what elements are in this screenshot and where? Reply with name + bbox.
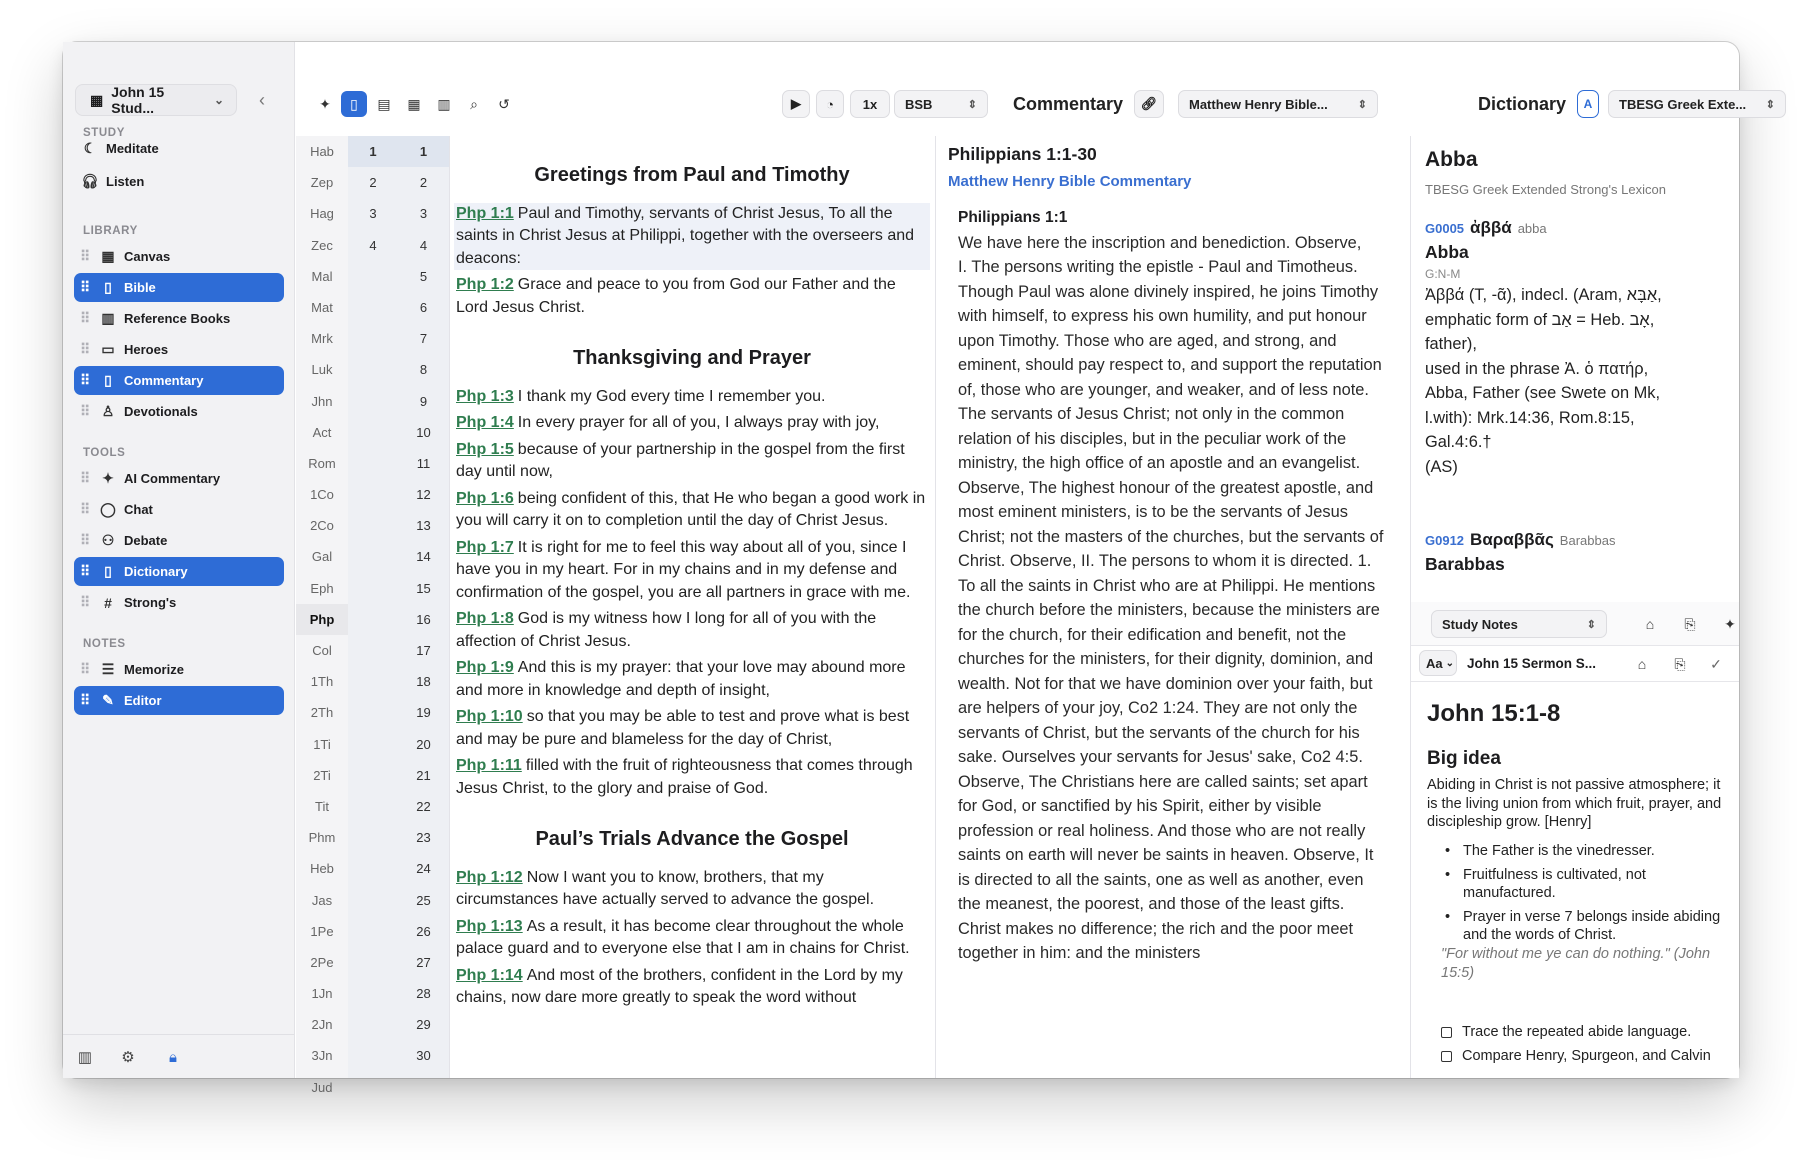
book-item[interactable]: Jhn bbox=[311, 393, 333, 409]
verse-number-item[interactable]: 15 bbox=[416, 580, 431, 596]
play-button[interactable] bbox=[782, 90, 810, 118]
verse-ref[interactable]: Php 1:2 bbox=[456, 276, 514, 293]
task-label: Compare Henry, Spurgeon, and Calvin bbox=[1462, 1048, 1711, 1064]
verse-number-item[interactable]: 30 bbox=[416, 1048, 431, 1064]
updown-chevron-icon: ⇕ bbox=[967, 98, 977, 111]
greek-word: ἀββά bbox=[1470, 218, 1512, 237]
drag-handle-icon[interactable]: ⠿ bbox=[80, 470, 89, 486]
book-icon: ▯ bbox=[104, 279, 112, 295]
section-notes: NOTES bbox=[83, 638, 126, 650]
section-heading: Paul’s Trials Advance the Gospel bbox=[535, 828, 849, 850]
book-item[interactable]: Hag bbox=[310, 206, 334, 222]
timer-button[interactable] bbox=[816, 90, 844, 118]
book-item[interactable]: Eph bbox=[310, 580, 334, 596]
verse-text: In every prayer for all of you, I always pray with joy, bbox=[517, 414, 880, 431]
verse-text: And this is my prayer: that your love may abound more and more in knowledge and depth of insight, bbox=[456, 659, 906, 699]
sidebar-item-heroes[interactable]: ⠿ ▭ Heroes bbox=[80, 341, 169, 357]
bible-text bbox=[450, 164, 934, 1010]
drag-handle-icon[interactable]: ⠿ bbox=[80, 563, 89, 579]
verse-ref[interactable]: Php 1:14 bbox=[456, 966, 523, 984]
section-study: STUDY bbox=[83, 127, 125, 139]
document-toolbar bbox=[1411, 646, 1739, 682]
drag-handle-icon[interactable]: ⠿ bbox=[80, 310, 89, 326]
note-task[interactable] bbox=[1441, 1048, 1711, 1064]
verse-number-item[interactable]: 12 bbox=[416, 487, 431, 503]
book-item[interactable]: 2Jn bbox=[311, 1017, 333, 1033]
verse[interactable] bbox=[454, 867, 930, 912]
verse-ref[interactable]: Php 1:11 bbox=[456, 757, 522, 774]
updown-chevron-icon: ⇕ bbox=[1357, 98, 1367, 111]
definition-line: Abba, Father (see Swete on Mk, bbox=[1425, 384, 1661, 402]
drag-handle-icon[interactable]: ⠿ bbox=[80, 403, 89, 419]
verse-ref[interactable]: Php 1:13 bbox=[456, 917, 523, 935]
dictionary-source-select[interactable] bbox=[1608, 90, 1786, 118]
verse-text: God is my witness how I long for all of you with the affection of Christ Jesus. bbox=[456, 610, 877, 650]
drag-handle-icon[interactable]: ⠿ bbox=[80, 692, 89, 708]
verse-ref[interactable]: Php 1:3 bbox=[456, 387, 514, 405]
verse-ref[interactable]: Php 1:12 bbox=[456, 868, 523, 886]
book-item[interactable]: 1Th bbox=[310, 674, 334, 690]
verse-number-item[interactable]: 7 bbox=[419, 331, 428, 347]
note-bullet[interactable]: • The Father is the vinedresser. bbox=[1445, 842, 1732, 861]
definition-line: Ἀββά (T, -ᾶ), indecl. (Aram, אַבָּא, bbox=[1425, 286, 1662, 304]
note-bullet[interactable]: • Fruitfulness is cultivated, not manufactured. bbox=[1445, 866, 1732, 903]
app-window bbox=[63, 42, 1775, 1095]
columns-icon[interactable]: ▥ bbox=[437, 95, 451, 112]
updown-chevron-icon: ⇕ bbox=[1765, 98, 1775, 111]
chapter-item[interactable]: 4 bbox=[369, 237, 377, 253]
project-name: John 15 Stud... bbox=[111, 84, 165, 116]
id-card-icon: ▭ bbox=[101, 341, 115, 357]
gear-icon[interactable]: ⚙ bbox=[121, 1049, 135, 1066]
notes-panel-select[interactable] bbox=[1431, 610, 1607, 638]
verse-text: As a result, it has become clear throughout the whole palace guard and to everyone else that I am in chains for Christ. bbox=[456, 917, 910, 957]
translation-select[interactable] bbox=[894, 90, 988, 118]
people-icon: ⚇ bbox=[101, 532, 115, 548]
commentary-title: Commentary bbox=[1013, 94, 1124, 114]
checkmark-icon[interactable]: ✓ bbox=[1710, 655, 1722, 672]
dictionary-entry bbox=[1425, 218, 1730, 479]
verse-number-item[interactable]: 20 bbox=[416, 736, 431, 752]
note-quote[interactable]: "For without me ye can do nothing." (John 15:5) bbox=[1441, 946, 1711, 981]
verse-number-item[interactable]: 8 bbox=[419, 362, 428, 378]
section-heading: Thanksgiving and Prayer bbox=[573, 347, 811, 369]
verse[interactable] bbox=[454, 439, 930, 484]
verse-text: Grace and peace to you from God our Father and the Lord Jesus Christ. bbox=[456, 276, 896, 316]
sparkle-icon[interactable]: ✦ bbox=[1724, 615, 1736, 632]
dictionary-title: Dictionary bbox=[1478, 94, 1567, 114]
section-library: LIBRARY bbox=[83, 225, 138, 237]
verse[interactable] bbox=[454, 488, 930, 533]
definition-line: l.with): Mrk.14:36, Rom.8:15, bbox=[1425, 408, 1635, 427]
verse-number-item[interactable]: 22 bbox=[416, 798, 431, 814]
titlebar bbox=[63, 42, 1739, 76]
timer-icon: ◔ bbox=[826, 96, 834, 112]
strongs-code[interactable]: G0912 bbox=[1425, 533, 1465, 548]
verse[interactable] bbox=[454, 537, 930, 605]
verse[interactable] bbox=[454, 706, 930, 751]
verse-ref[interactable]: Php 1:10 bbox=[456, 708, 523, 725]
verse-number-item[interactable]: 25 bbox=[416, 892, 431, 908]
book-item[interactable]: 1Pe bbox=[310, 923, 334, 939]
link-icon: 🔗︎ bbox=[1140, 96, 1158, 111]
dictionary-language-badge[interactable]: A bbox=[1577, 90, 1599, 118]
transliteration: abba bbox=[1517, 221, 1547, 236]
font-button[interactable] bbox=[1419, 650, 1457, 676]
commentary-source-select[interactable] bbox=[1178, 90, 1378, 118]
note-paragraph[interactable]: Abiding in Christ is not passive atmosphere; it is the living union from which fruit, prayer, and discipleship grow. [Henry] bbox=[1427, 777, 1722, 830]
verse-number-item[interactable]: 28 bbox=[416, 986, 431, 1002]
checkbox[interactable] bbox=[1441, 1051, 1452, 1062]
book-icon: ▯ bbox=[104, 372, 112, 388]
drag-handle-icon[interactable]: ⠿ bbox=[80, 594, 89, 610]
lock-icon[interactable]: 🔒︎ bbox=[169, 1048, 177, 1066]
history-icon[interactable]: ↺ bbox=[498, 95, 510, 112]
columns-icon[interactable]: ▥ bbox=[77, 1049, 93, 1066]
hash-icon: # bbox=[104, 594, 112, 611]
grid-icon[interactable]: ▦ bbox=[407, 95, 421, 112]
book-icon: ▯ bbox=[104, 563, 112, 579]
verse-ref[interactable]: Php 1:1 bbox=[456, 204, 514, 222]
calendar-icon[interactable]: ▤ bbox=[377, 95, 391, 112]
verse-number-item[interactable]: 2 bbox=[419, 175, 428, 191]
chapter-list bbox=[348, 136, 398, 1078]
drag-handle-icon[interactable]: ⠿ bbox=[80, 341, 89, 357]
note-task[interactable] bbox=[1441, 1024, 1691, 1040]
verse-number-item[interactable]: 24 bbox=[416, 861, 431, 877]
verse-number-item[interactable]: 16 bbox=[416, 611, 431, 627]
chapter-item[interactable]: 2 bbox=[369, 175, 377, 191]
transliteration: Barabbas bbox=[1559, 533, 1616, 548]
sidebar-item-ai-commentary[interactable]: ⠿ ✦ AI Commentary bbox=[80, 470, 221, 486]
verse-number-item[interactable]: 1 bbox=[398, 136, 449, 167]
drag-handle-icon[interactable]: ⠿ bbox=[80, 661, 89, 677]
verse-text: filled with the fruit of righteousness that comes through Jesus Christ, to the glory and praise of God. bbox=[456, 757, 913, 797]
entry-headword: Abba bbox=[1425, 242, 1469, 262]
collapse-sidebar-icon[interactable]: ‹ bbox=[259, 90, 265, 110]
sidebar-item-bible[interactable]: ⠿ ▯ Bible bbox=[74, 273, 284, 302]
drag-handle-icon[interactable]: ⠿ bbox=[80, 532, 89, 548]
book-item[interactable]: Zep bbox=[310, 175, 334, 191]
inbox-icon[interactable]: ⌂ bbox=[1645, 616, 1655, 632]
books-icon: ▥ bbox=[101, 310, 115, 326]
chat-icon: ◯ bbox=[100, 501, 116, 517]
verse-number-item[interactable]: 26 bbox=[416, 923, 431, 939]
sparkle-icon[interactable]: ✦ bbox=[319, 95, 331, 112]
translation-value: BSB bbox=[905, 96, 933, 112]
note-title[interactable]: John 15:1-8 bbox=[1427, 700, 1561, 727]
sidebar bbox=[63, 42, 295, 1078]
entry-grammar: G:N-M bbox=[1425, 267, 1461, 281]
drag-handle-icon[interactable]: ⠿ bbox=[80, 372, 89, 388]
entry-definition bbox=[1425, 283, 1730, 479]
dictionary-entry bbox=[1425, 530, 1730, 575]
verse-text: And most of the brothers, confident in the Lord by my chains, now dare more greatly to speak the word without bbox=[456, 966, 903, 1006]
verse-number-item[interactable]: 17 bbox=[416, 643, 431, 658]
sidebar-item-devotionals[interactable]: ⠿ ♙ Devotionals bbox=[80, 403, 198, 419]
chevron-down-icon: ⌄ bbox=[1445, 657, 1455, 669]
verse-number-item[interactable]: 9 bbox=[419, 393, 428, 409]
commentary-pane bbox=[935, 136, 1410, 1078]
drag-handle-icon[interactable]: ⠿ bbox=[80, 248, 89, 264]
note-bullet[interactable]: • Prayer in verse 7 belongs inside abiding and the words of Christ. bbox=[1445, 908, 1732, 945]
book-list bbox=[296, 136, 348, 1095]
grid-icon: ▦ bbox=[90, 91, 104, 108]
verse[interactable] bbox=[454, 412, 930, 435]
sidebar-item-editor[interactable]: ⠿ ✎ Editor bbox=[74, 686, 284, 715]
definition-line: emphatic form of אַב = Heb. אָב, bbox=[1425, 310, 1655, 329]
verse-ref[interactable]: Php 1:5 bbox=[456, 440, 514, 458]
verse-number-item[interactable]: 21 bbox=[416, 767, 431, 783]
link-button[interactable] bbox=[1134, 90, 1164, 118]
sidebar-item-canvas[interactable]: ⠿ ▦ Canvas bbox=[80, 248, 171, 264]
definition-line: (AS) bbox=[1425, 457, 1458, 476]
definition-line: used in the phrase Ἀ. ὁ πατήρ, bbox=[1425, 359, 1649, 378]
book-item[interactable]: 2Co bbox=[310, 518, 334, 534]
book-item[interactable]: Jud bbox=[311, 1079, 333, 1095]
greek-word: Βαραββᾶς bbox=[1470, 530, 1554, 549]
dictionary-pane bbox=[1410, 136, 1739, 602]
verse[interactable] bbox=[454, 608, 930, 653]
verse-text: I thank my God every time I remember you. bbox=[517, 387, 826, 405]
verse[interactable] bbox=[454, 657, 930, 702]
toolbar bbox=[296, 76, 1775, 136]
book-item[interactable]: Zec bbox=[311, 237, 333, 253]
verse-ref[interactable]: Php 1:9 bbox=[456, 659, 514, 676]
notes-panel-value: Study Notes bbox=[1442, 616, 1518, 632]
sidebar-item-meditate[interactable]: ☾ Meditate bbox=[74, 134, 284, 163]
notes-pane bbox=[1410, 602, 1739, 1078]
chapter-item[interactable]: 3 bbox=[369, 206, 377, 222]
sidebar-footer bbox=[63, 1034, 294, 1078]
verse-number-item[interactable]: 27 bbox=[416, 954, 431, 970]
commentary-text: We have here the inscription and benediction. Observe, I. The persons writing the epistle - Paul and Timotheus. Though Paul was alone divinely inspired, he joins Timothy with himself, to express his own humility, and put honour upon Timothy. Those who are aged, and strong, and eminent, should pay respect to, and support the reputation of, those who are younger, and weaker, and of less note. The servants of Jesus Christ; not only in the common relation of his disciples, but in the peculiar work of the ministry, the high office of an apostle and an evangelist. Observe, The highest honour of the greatest apostle, and most eminent ministers, is to be the servants of Jesus Christ; not the masters of the churches, but the servants of Christ. Observe, II. The persons to whom it is directed. 1. To all the saints in Christ who are at Philippi. He mentions the church before the ministers, because the ministers are for the church, for their edification and benefit, not the churches for the ministers, for their dignity, dominion, and wealth. Not for that we have dominion over your faith, but are helpers of your joy, Co2 1:24. They are not only the servants of Christ, but the servants of the church for his sake. Ourselves your servants for Jesus' sake, Co2 4:5. Observe, The Christians here are called saints; set apart for God, or sanctified by his Spirit, either by visible profession or real holiness. And those who are not really saints on earth will never be saints in heaven. Observe, It is directed to all the saints, one as well as another, even the meanest, the poorest, and those of the least gifts. Christ makes no difference; the rich and the poor meet together in him: and the ministers bbox=[958, 233, 1384, 962]
book-item[interactable]: 2Th bbox=[310, 705, 334, 721]
sidebar-item-chat[interactable]: ⠿ ◯ Chat bbox=[80, 501, 153, 517]
verse-number-item[interactable]: 11 bbox=[416, 455, 431, 471]
verse-number-item[interactable]: 23 bbox=[416, 830, 431, 846]
book-item[interactable]: Rom bbox=[308, 455, 336, 471]
verse-ref[interactable]: Php 1:7 bbox=[456, 538, 514, 556]
search-icon[interactable]: ⌕ bbox=[470, 95, 478, 112]
verse-text: because of your partnership in the gospel from the first day until now, bbox=[456, 440, 905, 480]
section-heading: Greetings from Paul and Timothy bbox=[534, 164, 850, 186]
book-item[interactable]: Gal bbox=[311, 549, 333, 565]
verse[interactable] bbox=[454, 916, 930, 961]
reader-view-icon[interactable]: ▯ bbox=[341, 91, 367, 117]
project-selector[interactable] bbox=[75, 84, 237, 116]
strongs-code[interactable]: G0005 bbox=[1425, 221, 1465, 236]
verse-ref[interactable]: Php 1:8 bbox=[456, 610, 514, 627]
moon-icon: ☾ bbox=[83, 140, 97, 156]
sidebar-item-listen[interactable]: 🎧︎ Listen bbox=[81, 173, 145, 189]
grid-icon: ▦ bbox=[101, 248, 115, 264]
verse-text: It is right for me to feel this way about all of you, since I have you in my heart. For in my chains and in my defense and confirmation of the gospel, you are all partners in grace with me. bbox=[456, 538, 911, 601]
verse-number-item[interactable]: 4 bbox=[419, 237, 428, 253]
chevron-down-icon: ⌄ bbox=[213, 93, 224, 107]
verse-text: Now I want you to know, brothers, that my circumstances have actually served to advance the gospel. bbox=[456, 868, 875, 908]
commentary-verse-heading: Philippians 1:1 bbox=[958, 209, 1068, 226]
verse-number-item[interactable]: 29 bbox=[416, 1017, 431, 1033]
book-item[interactable]: Php bbox=[296, 604, 348, 635]
verse[interactable] bbox=[454, 386, 930, 409]
book-item[interactable]: 3Jn bbox=[311, 1048, 333, 1064]
verse[interactable] bbox=[454, 965, 930, 1010]
person-icon: ♙ bbox=[101, 403, 115, 419]
verse[interactable] bbox=[454, 274, 930, 319]
verse-number-item[interactable]: 10 bbox=[416, 424, 431, 440]
book-item[interactable]: Tit bbox=[315, 798, 329, 814]
font-button-label: Aa bbox=[1426, 655, 1443, 671]
note-heading[interactable]: Big idea bbox=[1427, 748, 1501, 769]
verse-number-item[interactable]: 13 bbox=[416, 518, 431, 534]
book-item[interactable]: Luk bbox=[311, 362, 333, 378]
commentary-reference: Philippians 1:1-30 bbox=[948, 144, 1097, 164]
book-item[interactable]: 2Ti bbox=[313, 767, 331, 783]
verse[interactable] bbox=[454, 755, 930, 800]
sidebar-item-reference-books[interactable]: ⠿ ▥ Reference Books bbox=[80, 310, 231, 326]
book-item[interactable]: Mat bbox=[311, 299, 333, 315]
verse-text: being confident of this, that He who began a good work in you will carry it on to completion until the day of Christ Jesus. bbox=[456, 489, 926, 529]
list-icon: ☰ bbox=[101, 661, 115, 677]
section-tools: TOOLS bbox=[83, 447, 126, 459]
play-icon: ▶ bbox=[791, 96, 801, 111]
book-item[interactable]: Hab bbox=[310, 144, 334, 159]
verse-text: so that you may be able to test and prove what is best and may be pure and blameless for the day of Christ, bbox=[456, 708, 910, 748]
verse-number-list bbox=[398, 136, 450, 1078]
drag-handle-icon[interactable]: ⠿ bbox=[80, 279, 89, 295]
verse-number-item[interactable]: 5 bbox=[419, 268, 428, 284]
dictionary-word: Abba bbox=[1425, 148, 1478, 171]
commentary-source-value: Matthew Henry Bible... bbox=[1189, 96, 1328, 112]
definition-line: Gal.4:6.† bbox=[1425, 433, 1492, 451]
sidebar-item-dictionary[interactable]: ⠿ ▯ Dictionary bbox=[74, 557, 284, 586]
book-item[interactable]: Col bbox=[312, 643, 332, 658]
chapter-item[interactable]: 1 bbox=[348, 136, 398, 167]
drag-handle-icon[interactable]: ⠿ bbox=[80, 501, 89, 517]
verse-ref[interactable]: Php 1:4 bbox=[456, 414, 514, 431]
verse-number-item[interactable]: 6 bbox=[419, 299, 428, 315]
entry-headword: Barabbas bbox=[1425, 554, 1505, 574]
document-icon[interactable]: ⎘ bbox=[1674, 655, 1686, 672]
verse-number-item[interactable]: 18 bbox=[416, 674, 431, 690]
checkbox[interactable] bbox=[1441, 1027, 1452, 1038]
sidebar-item-commentary[interactable]: ⠿ ▯ Commentary bbox=[74, 366, 284, 395]
headphones-icon: 🎧︎ bbox=[81, 173, 99, 189]
book-item[interactable]: Act bbox=[312, 424, 332, 440]
note-bullet-list bbox=[1445, 842, 1732, 950]
verse-text: Paul and Timothy, servants of Christ Jesus, To all the saints in Christ Jesus at Philippi, together with the overseers and deacons: bbox=[456, 204, 915, 267]
verse-number-item[interactable]: 19 bbox=[416, 705, 431, 721]
bible-pane bbox=[450, 136, 934, 1078]
task-label: Trace the repeated abide language. bbox=[1462, 1024, 1692, 1040]
commentary-source-link[interactable]: Matthew Henry Bible Commentary bbox=[948, 173, 1192, 190]
sparkle-icon: ✦ bbox=[102, 470, 114, 486]
inbox-icon[interactable]: ⌂ bbox=[1637, 656, 1647, 672]
book-item[interactable]: 1Jn bbox=[311, 986, 333, 1002]
sidebar-item-debate[interactable]: ⠿ ⚇ Debate bbox=[80, 532, 168, 548]
edit-icon: ✎ bbox=[102, 692, 114, 708]
updown-chevron-icon: ⇕ bbox=[1586, 618, 1596, 631]
definition-line: father), bbox=[1425, 335, 1477, 353]
verse-ref[interactable]: Php 1:6 bbox=[456, 489, 514, 507]
sidebar-item-memorize[interactable]: ⠿ ☰ Memorize bbox=[80, 661, 184, 677]
notes-toolbar bbox=[1411, 602, 1739, 646]
book-item[interactable]: 2Pe bbox=[310, 954, 334, 970]
commentary-body bbox=[958, 206, 1386, 966]
verse-number-item[interactable]: 14 bbox=[416, 549, 431, 565]
verse[interactable] bbox=[454, 203, 930, 271]
book-item[interactable]: Heb bbox=[310, 861, 334, 877]
book-item[interactable]: Jas bbox=[311, 892, 333, 908]
book-item[interactable]: 1Ti bbox=[313, 736, 331, 752]
book-item[interactable]: Mal bbox=[311, 268, 333, 284]
dictionary-lexicon: TBESG Greek Extended Strong's Lexicon bbox=[1425, 182, 1666, 197]
book-item[interactable]: 1Co bbox=[310, 487, 334, 503]
dictionary-source-value: TBESG Greek Exte... bbox=[1619, 96, 1747, 112]
book-item[interactable]: Phm bbox=[308, 830, 336, 846]
note-document-title[interactable]: John 15 Sermon S... bbox=[1467, 656, 1597, 671]
document-icon[interactable]: ⎘ bbox=[1684, 615, 1696, 632]
sidebar-item-strongs[interactable]: ⠿ # Strong's bbox=[80, 594, 177, 611]
verse-number-item[interactable]: 3 bbox=[419, 206, 428, 222]
speed-button[interactable]: 1x bbox=[850, 90, 890, 118]
book-item[interactable]: Mrk bbox=[311, 331, 333, 347]
